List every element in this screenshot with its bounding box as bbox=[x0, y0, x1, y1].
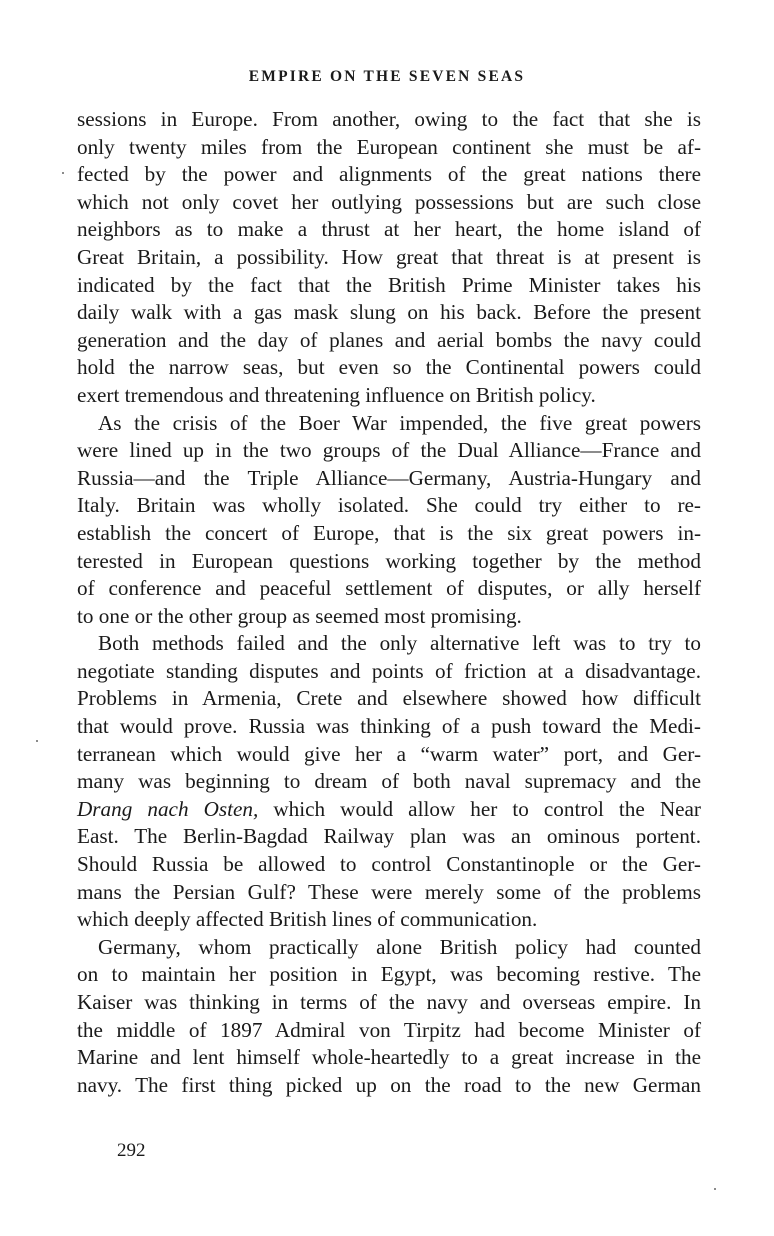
text-line: that would prove. Russia was thinking of a push toward the Medi- bbox=[77, 714, 701, 739]
text-line: terranean which would give her a “warm water” port, and Ger- bbox=[77, 741, 701, 766]
text-line: exert tremendous and threatening influence on British policy. bbox=[77, 382, 596, 407]
text-line: terested in European questions working together by the method bbox=[77, 548, 701, 573]
text-line: were lined up in the two groups of the Dual Alliance—France and bbox=[77, 438, 701, 463]
text-line bbox=[77, 796, 701, 824]
text-line: many was beginning to dream of both naval supremacy and the bbox=[77, 769, 701, 794]
text-line: daily walk with a gas mask slung on his back. Before the present bbox=[77, 300, 701, 325]
text-line: mans the Persian Gulf? These were merely some of the problems bbox=[77, 879, 701, 904]
text-line: to one or the other group as seemed most promising. bbox=[77, 603, 522, 628]
text-line: Germany, whom practically alone British policy had counted bbox=[98, 934, 701, 959]
text-line: negotiate standing disputes and points of friction at a disadvantage. bbox=[77, 658, 701, 683]
text-line: Both methods failed and the only alternative left was to try to bbox=[98, 631, 701, 656]
text-line: Should Russia be allowed to control Constantinople or the Ger- bbox=[77, 852, 701, 877]
text-line: indicated by the fact that the British Prime Minister takes his bbox=[77, 272, 701, 297]
text-line: on to maintain her position in Egypt, was becoming restive. The bbox=[77, 962, 701, 987]
text-line: only twenty miles from the European continent she must be af- bbox=[77, 134, 701, 159]
text-line: Italy. Britain was wholly isolated. She could try either to re- bbox=[77, 493, 701, 518]
text-line: navy. The first thing picked up on the road to the new German bbox=[77, 1072, 701, 1097]
text-line: Kaiser was thinking in terms of the navy and overseas empire. In bbox=[77, 990, 701, 1014]
text-line: establish the concert of Europe, that is the six great powers in- bbox=[77, 520, 701, 545]
text-line: Russia—and the Triple Alliance—Germany, Austria-Hungary and bbox=[77, 465, 701, 490]
text-line: of conference and peaceful settlement of disputes, or ally herself bbox=[77, 576, 701, 601]
text-line: which deeply affected British lines of communication. bbox=[77, 907, 538, 932]
text-line: the middle of 1897 Admiral von Tirpitz had become Minister of bbox=[77, 1017, 701, 1042]
running-head: EMPIRE ON THE SEVEN SEAS bbox=[248, 68, 526, 85]
text-line: fected by the power and alignments of the great nations there bbox=[77, 162, 701, 187]
line-text: which would allow her to control the Near bbox=[258, 796, 701, 821]
print-speck bbox=[62, 172, 64, 174]
text-line: East. The Berlin-Bagdad Railway plan was an ominous portent. bbox=[77, 824, 701, 849]
italic-phrase: Drang nach Osten, bbox=[77, 796, 259, 821]
text-line: As the crisis of the Boer War impended, the five great powers bbox=[98, 410, 701, 435]
text-line: Marine and lent himself whole-heartedly to a great increase in the bbox=[77, 1045, 701, 1070]
text-line: Problems in Armenia, Crete and elsewhere showed how difficult bbox=[77, 686, 701, 711]
text-line: generation and the day of planes and aerial bombs the navy could bbox=[77, 327, 701, 352]
print-speck bbox=[36, 740, 38, 742]
text-line: which not only covet her outlying possessions but are such close bbox=[77, 189, 701, 214]
print-speck bbox=[714, 1188, 716, 1190]
body-text bbox=[77, 106, 701, 1099]
text-line: neighbors as to make a thrust at her heart, the home island of bbox=[77, 217, 701, 242]
page-number: 292 bbox=[117, 1140, 146, 1161]
text-line: sessions in Europe. From another, owing to the fact that she is bbox=[77, 107, 701, 131]
text-line: hold the narrow seas, but even so the Continental powers could bbox=[77, 355, 701, 380]
text-line: Great Britain, a possibility. How great that threat is at present is bbox=[77, 244, 701, 269]
